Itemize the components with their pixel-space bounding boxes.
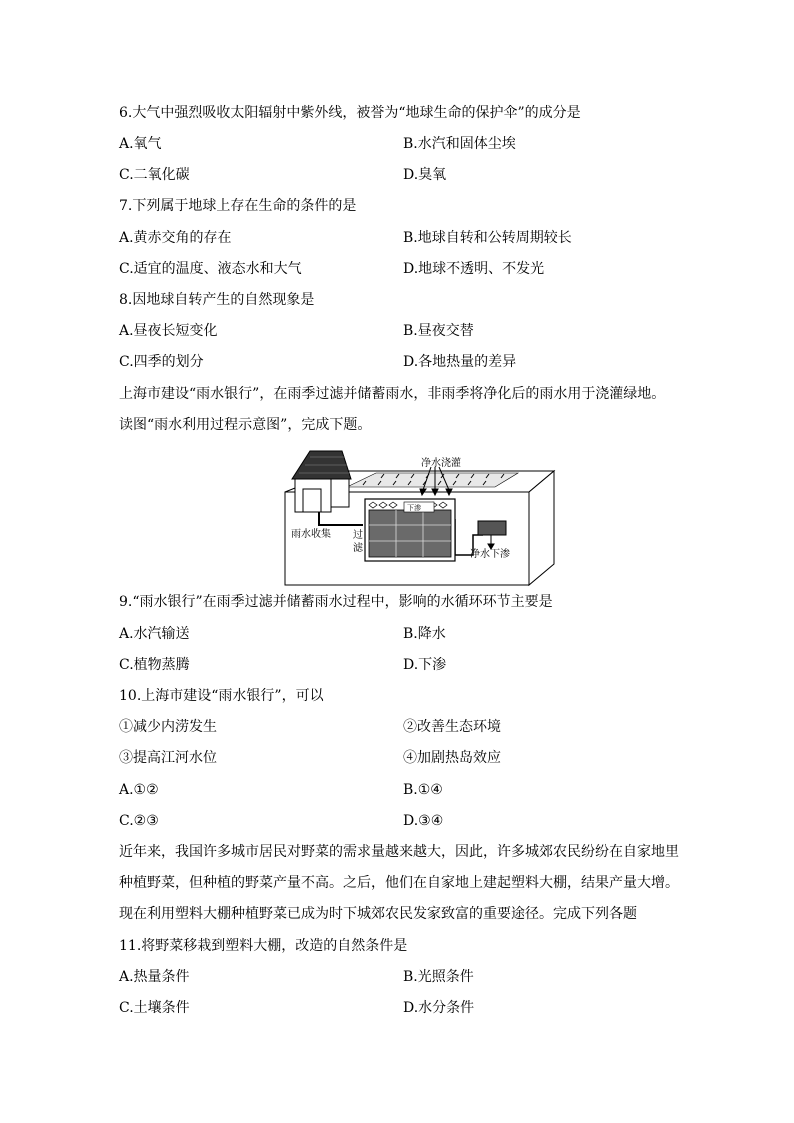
q10-option-d: D.③④ <box>403 813 444 829</box>
passage-2-line-3: 现在利用塑料大棚种植野菜已成为时下城郊农民发家致富的重要途径。完成下列各题 <box>119 906 637 922</box>
label-collect: 雨水收集 <box>291 529 331 540</box>
q8-option-a: A.昼夜长短变化 <box>119 323 218 339</box>
filter-blocks <box>369 510 451 557</box>
q11-option-c: C.土壤条件 <box>119 1000 190 1016</box>
rainwater-diagram <box>283 447 556 587</box>
q11-option-b: B.光照条件 <box>403 969 474 985</box>
question-7-stem: 7.下列属于地球上存在生命的条件的是 <box>119 198 357 214</box>
passage-1-line-1: 上海市建设“雨水银行”，在雨季过滤并储蓄雨水，非雨季将净化后的雨水用于浇灌绿地。 <box>119 386 666 402</box>
passage-2-line-2: 种植野菜，但种植的野菜产量不高。之后，他们在自家地上建起塑料大棚，结果产量大增。 <box>119 875 679 891</box>
q10-statement-4: ④加剧热岛效应 <box>403 750 501 766</box>
question-11-stem: 11.将野菜移栽到塑料大棚，改造的自然条件是 <box>119 938 408 954</box>
label-irrigation: 净水浇灌 <box>421 458 461 469</box>
question-6-stem: 6.大气中强烈吸收太阳辐射中紫外线，被誉为“地球生命的保护伞”的成分是 <box>119 105 581 121</box>
q7-option-d: D.地球不透明、不发光 <box>403 261 545 277</box>
question-8-stem: 8.因地球自转产生的自然现象是 <box>119 292 315 308</box>
q6-option-a: A.氧气 <box>119 136 162 152</box>
passage-1-line-2: 读图“雨水利用过程示意图”，完成下题。 <box>119 417 372 433</box>
q10-statement-2: ②改善生态环境 <box>403 719 501 735</box>
label-filter-1: 过 <box>353 530 363 541</box>
label-filter-2: 滤 <box>353 543 363 554</box>
q8-option-d: D.各地热量的差异 <box>403 354 517 370</box>
label-down: 下渗 <box>407 504 421 512</box>
q9-option-c: C.植物蒸腾 <box>119 657 190 673</box>
q7-option-c: C.适宜的温度、液态水和大气 <box>119 261 302 277</box>
q10-option-a: A.①② <box>119 782 159 798</box>
passage-2-line-1: 近年来，我国许多城市居民对野菜的需求量越来越大，因此，许多城郊农民纷纷在自家地里 <box>119 844 679 860</box>
q7-option-a: A.黄赤交角的存在 <box>119 230 232 246</box>
house-door <box>303 489 321 512</box>
seepage-box <box>478 521 506 535</box>
q11-option-a: A.热量条件 <box>119 969 190 985</box>
question-10-stem: 10.上海市建设“雨水银行”，可以 <box>119 688 324 704</box>
q6-option-d: D.臭氧 <box>403 167 447 183</box>
q10-statement-3: ③提高江河水位 <box>119 750 217 766</box>
question-9-stem: 9.“雨水银行”在雨季过滤并储蓄雨水过程中，影响的水循环环节主要是 <box>119 594 553 610</box>
q10-statement-1: ①减少内涝发生 <box>119 719 217 735</box>
q9-option-b: B.降水 <box>403 626 446 642</box>
q10-option-c: C.②③ <box>119 813 159 829</box>
label-seepage: 净水下渗 <box>470 549 510 560</box>
green-field <box>347 473 518 487</box>
q8-option-b: B.昼夜交替 <box>403 323 474 339</box>
q8-option-c: C.四季的划分 <box>119 354 204 370</box>
q10-option-b: B.①④ <box>403 782 443 798</box>
q9-option-d: D.下渗 <box>403 657 447 673</box>
q6-option-c: C.二氧化碳 <box>119 167 190 183</box>
q9-option-a: A.水汽输送 <box>119 626 190 642</box>
q7-option-b: B.地球自转和公转周期较长 <box>403 230 572 246</box>
q11-option-d: D.水分条件 <box>403 1000 475 1016</box>
q6-option-b: B.水汽和固体尘埃 <box>403 136 516 152</box>
